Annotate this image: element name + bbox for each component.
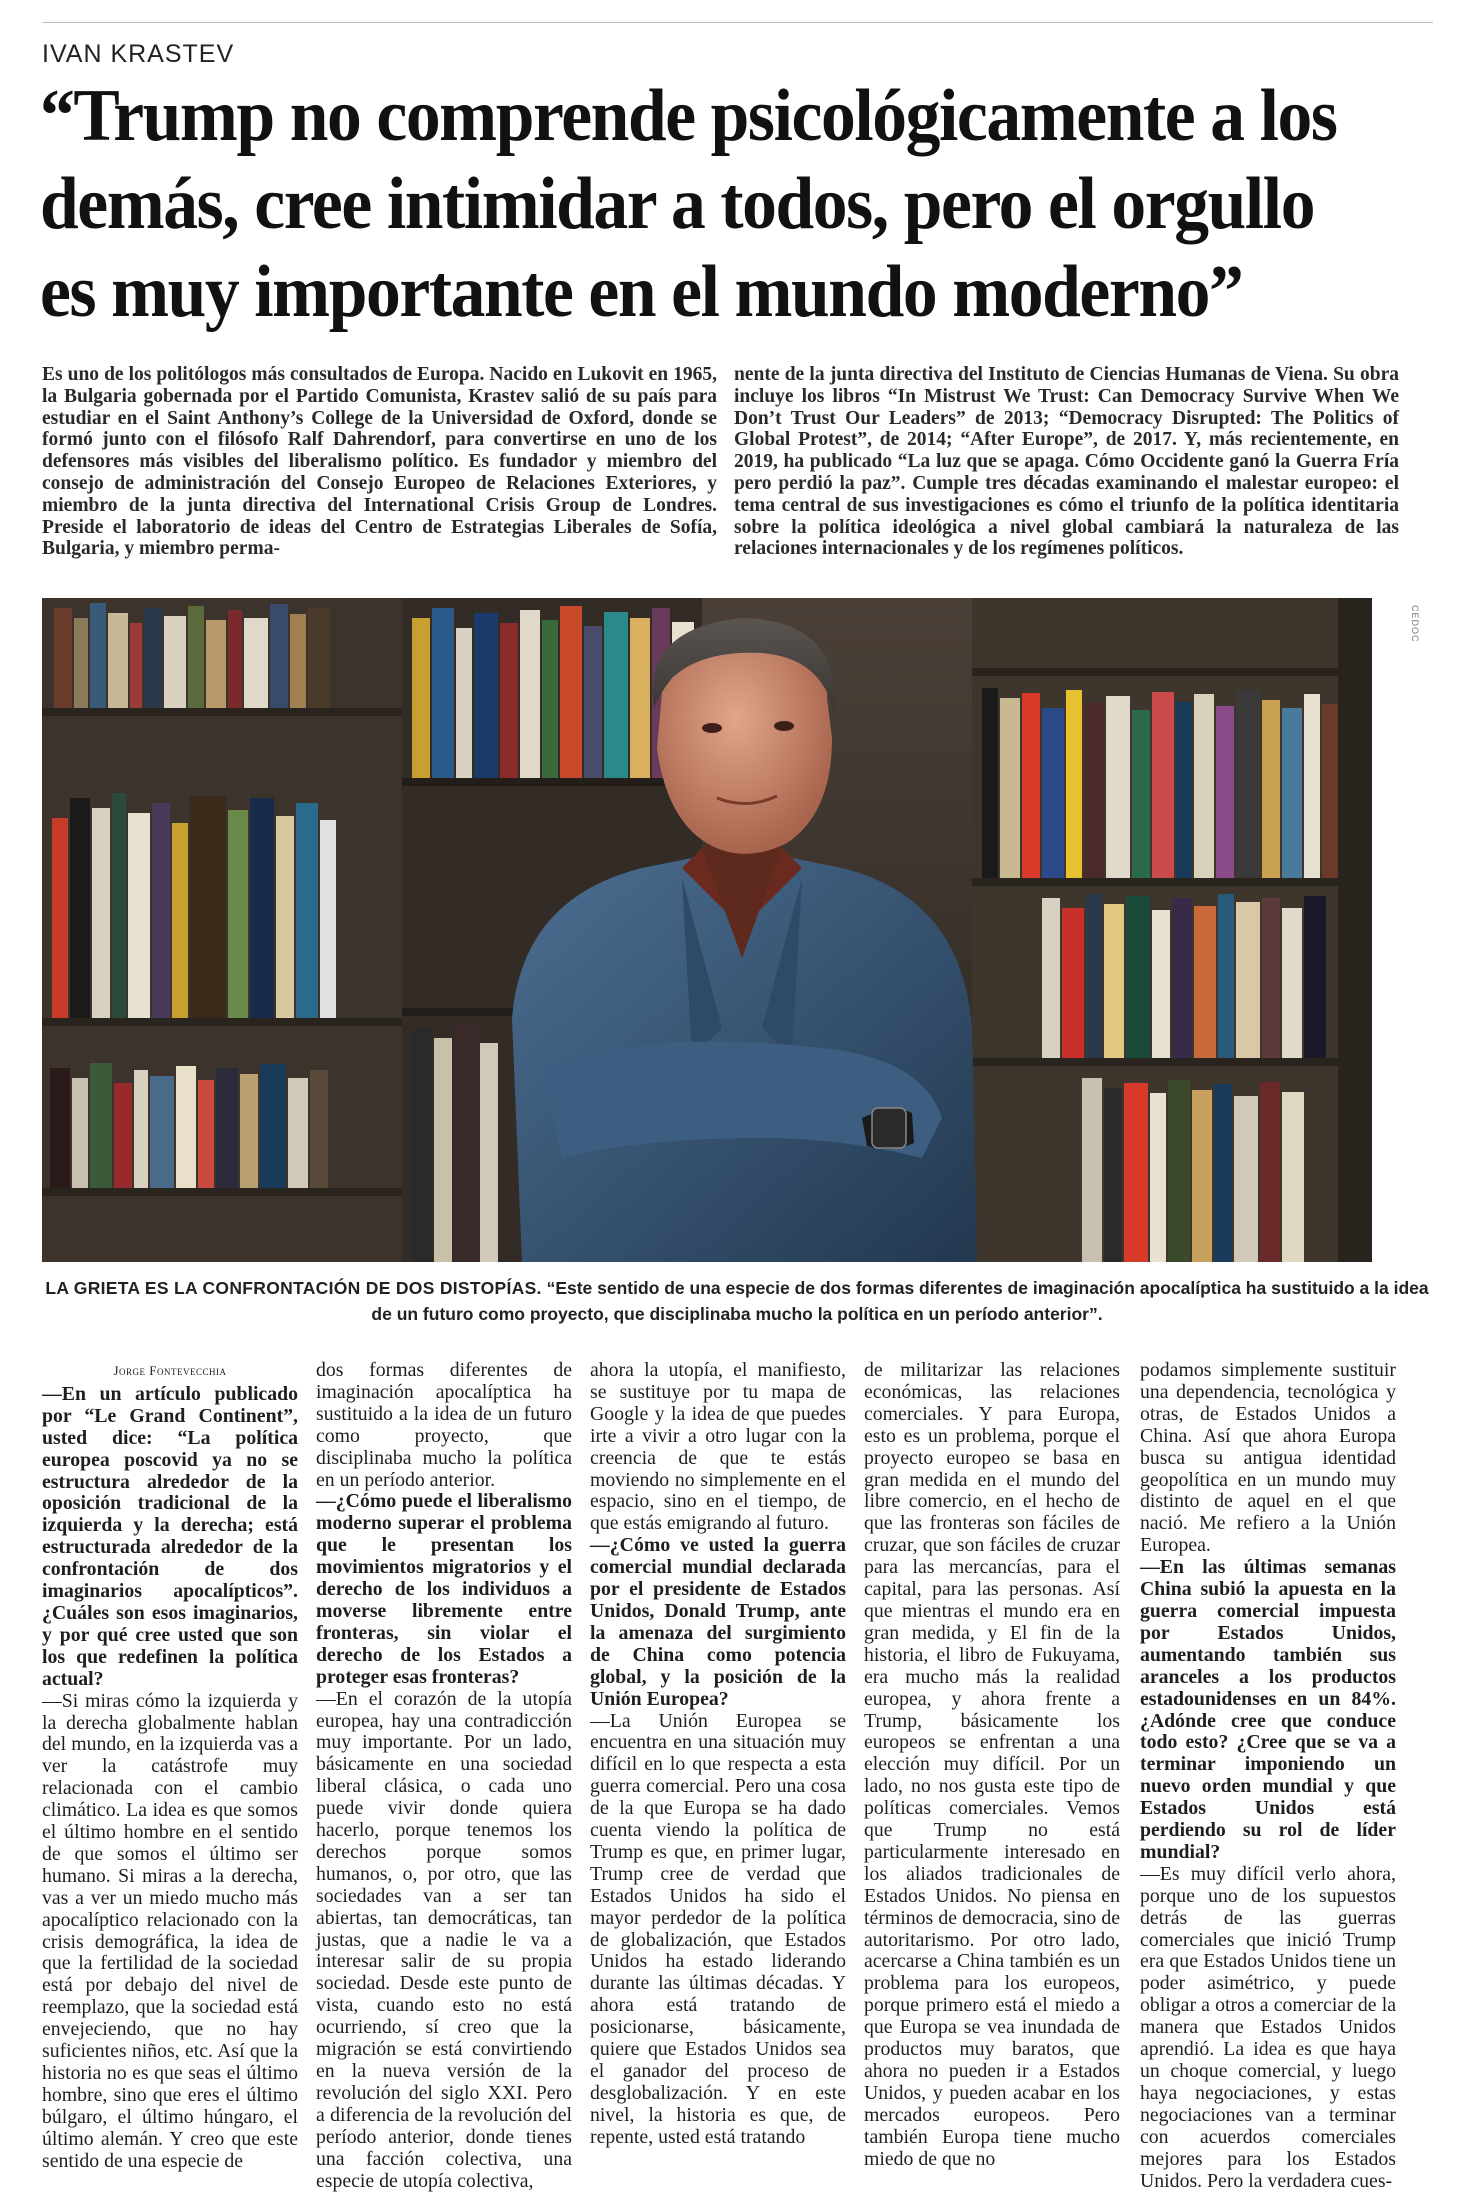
portrait-photo [42, 598, 1372, 1262]
headline: “Trump no comprende psicológicamente a los demás, cree intimidar a todos, pero el orgullo es muy importante en el mundo moderno” [40, 75, 1337, 333]
question-4: —En las últimas semanas China subió la apuesta en la guerra comercial impuesta por Estados Unidos, aumentando también sus aranceles a los productos estadounidenses en un 84%. ¿Adónde cree que conduce todo esto? ¿Cree que se va a terminar imponiendo un nuevo orden mundial y que Estados Unidos está perdiendo su rol de líder mundial? [1140, 1556, 1396, 1863]
question-1: —En un artículo publicado por “Le Grand Continent”, usted dice: “La política europea poscovid ya no se estructura alrededor de la oposición tradicional de la izquierda y la derecha; está estructurada alrededor de la confrontación de dos imaginarios apocalípticos”. ¿Cuáles son esos imaginarios, y por qué cree usted que son los que redefinen la política actual? [42, 1382, 298, 1690]
answer-2-cont: ahora la utopía, el manifiesto, se sustituye por tu mapa de Google y la idea de que puedes irte a vivir a otro lugar con la creencia de que te estás moviendo no simplemente en el espacio, sino en el tiempo, de que estás emigrando al futuro. [590, 1359, 846, 1535]
books-right-bottom [1082, 1078, 1304, 1262]
portrait-illustration [42, 598, 1372, 1262]
answer-1-cont: dos formas diferentes de imaginación apocalíptica ha sustituido a la idea de un futuro como proyecto, que disciplinaba mucho la política en un período anterior. [316, 1359, 572, 1491]
caption-lead: LA GRIETA ES LA CONFRONTACIÓN DE DOS DISTOPÍAS. [45, 1278, 542, 1298]
photo-credit: CEDOC [1410, 605, 1420, 643]
body-column-1 [42, 1360, 298, 2172]
books-right-top [982, 688, 1344, 878]
body-column-4 [864, 1359, 1120, 2170]
body-column-2 [316, 1359, 572, 2192]
intro-left-column: Es uno de los politólogos más consultados de Europa. Nacido en Lukovit en 1965, la Bulgaria gobernada por el Partido Comunista, Krastev salió de su país para estudiar en el Saint Anthony’s College de la Universidad de Oxford, donde se formó junto con el filósofo Ralf Dahrendorf, para convertirse en uno de los defensores más visibles del liberalismo político. Es fundador y miembro del consejo de administración del Consejo Europeo de Relaciones Exteriores, y miembro de la junta directiva del International Crisis Group de Londres. Preside el laboratorio de ideas del Centro de Estrategias Liberales de Sofía, Bulgaria, y miembro perma- [42, 364, 717, 560]
answer-1: —Si miras cómo la izquierda y la derecha globalmente hablan del mundo, en la izquierda vas a ver la catástrofe muy relacionada con el cambio climático. La idea es que somos el último hombre en el sentido de que somos el último ser humano. Si miras a la derecha, vas a ver un miedo mucho más apocalíptico relacionado con la crisis demográfica, la idea de que la fertilidad de la sociedad está por debajo del nivel de reemplazo, que la sociedad está envejeciendo, que no hay suficientes niños, etc. Así que la historia no es que seas el último hombre, sino que eres el último búlgaro, el último húngaro, el último alemán. Y creo que este sentido de una especie de [42, 1689, 298, 2172]
answer-3: —La Unión Europea se encuentra en una situación muy difícil en lo que respecta a esta guerra comercial. Pero una cosa de la que Europa se ha dado cuenta viendo la política de Trump es que, en primer lugar, Trump cree de verdad que Estados Unidos ha sido el mayor perdedor de la política de globalización, que Estados Unidos ha estado liderando durante las últimas décadas. Y ahora está tratando de posicionarse, básicamente, quiere que Estados Unidos sea el ganador del proceso de desglobalización. Y en este nivel, la historia es que, de repente, usted está tratando [590, 1709, 846, 2148]
body-column-3 [590, 1359, 846, 2148]
intro-right-column: nente de la junta directiva del Instituto de Ciencias Humanas de Viena. Su obra incluye los libros “In Mistrust We Trust: Can Democracy Survive When We Don’t Trust Our Leaders” de 2013; “Democracy Disrupted: The Politics of Global Protest”, de 2014; “After Europe”, de 2017. Y, más recientemente, en 2019, ha publicado “La luz que se apaga. Cómo Occidente ganó la Guerra Fría pero perdió la paz”. Cumple tres décadas examinando el malestar europeo: el tema central de sus investigaciones es cómo el triunfo de la política identitaria sobre la política ideológica a nivel global cambiará la naturaleza de las relaciones internacionales y de los regímenes políticos. [734, 364, 1399, 560]
books-left-middle [52, 793, 336, 1018]
caption-text: “Este sentido de una especie de dos formas diferentes de imaginación apocalíptica ha sustituido a la idea de un futuro como proyecto, que disciplinaba mucho la política en un período anterior”. [371, 1278, 1429, 1324]
answer-3-end: podamos simplemente sustituir una dependencia, tecnológica y otras, de Estados Unidos a China. Así que ahora Europa busca su antigua identidad geopolítica en un mundo muy distinto de aquel en el que nació. Me refiero a la Unión Europea. [1140, 1359, 1396, 1557]
top-rule [42, 22, 1433, 23]
byline: Jorge Fontevecchia [113, 1363, 227, 1378]
answer-2: —En el corazón de la utopía europea, hay una contradicción muy importante. Por un lado, básicamente en una sociedad liberal clásica, o cada uno puede vivir donde quiera hacerlo, porque tenemos los derechos porque somos humanos, o, por otro, que las sociedades van a ser tan abiertas, tan democráticas, tan justas, que a nadie le va a interesar salir de su propia sociedad. Desde este punto de vista, cuando esto no está ocurriendo, sí creo que la migración se está convirtiendo en la nueva versión de la revolución del siglo XXI. Pero a diferencia de la revolución del período anterior, donde tienes una facción colectiva, una especie de utopía colectiva, [316, 1687, 572, 2192]
answer-4: —Es muy difícil verlo ahora, porque uno de los supuestos detrás de las guerras comerciales que inició Trump era que Estados Unidos tiene un poder asimétrico, y puede obligar a otros a comerciar de la manera que Estados Unidos aprendió. La idea es que haya un choque comercial, y luego haya negociaciones, y estas negociaciones van a terminar con acuerdos comerciales mejores para los Estados Unidos. Pero la verdadera cues- [1140, 1862, 1396, 2192]
question-2: —¿Cómo puede el liberalismo moderno superar el problema que le presentan los movimientos migratorios y el derecho de los individuos a moverse libremente entre fronteras, sin violar el derecho de los Estados a proteger esas fronteras? [316, 1490, 572, 1688]
photo-caption [42, 1275, 1432, 1327]
question-3: —¿Cómo ve usted la guerra comercial mundial declarada por el presidente de Estados Unidos, Donald Trump, ante la amenaza del surgimiento de China como potencia global, y la posición de la Unión Europea? [590, 1534, 846, 1710]
answer-3-cont: de militarizar las relaciones económicas, las relaciones comerciales. Y para Europa, esto es un problema, porque el proyecto europeo se basa en gran medida en el mundo del libre comercio, en el hecho de que las fronteras son fáciles de cruzar, que son fáciles de cruzar para las mercancías, para el capital, para las personas. Así que mientras el mundo era en gran medida, y El fin de la historia, el libro de Fukuyama, era mucho más la realidad europea, y ahora frente a Trump, básicamente los europeos se enfrentan a una elección muy difícil. Por un lado, no nos gusta este tipo de políticas comerciales. Vemos que Trump no está particularmente interesado en los aliados tradicionales de Estados Unidos. No piensa en términos de democracia, sino de autoritarismo. Por otro lado, acercarse a China también es un problema para los europeos, porque primero está el miedo a que Europa se vea inundada de productos muy baratos, que ahora no pueden ir a Estados Unidos, y pueden acabar en los mercados europeos. Pero también Europa tiene mucho miedo de que no [864, 1359, 1120, 2170]
kicker-name: IVAN KRASTEV [42, 40, 235, 68]
body-column-5 [1140, 1359, 1396, 2192]
